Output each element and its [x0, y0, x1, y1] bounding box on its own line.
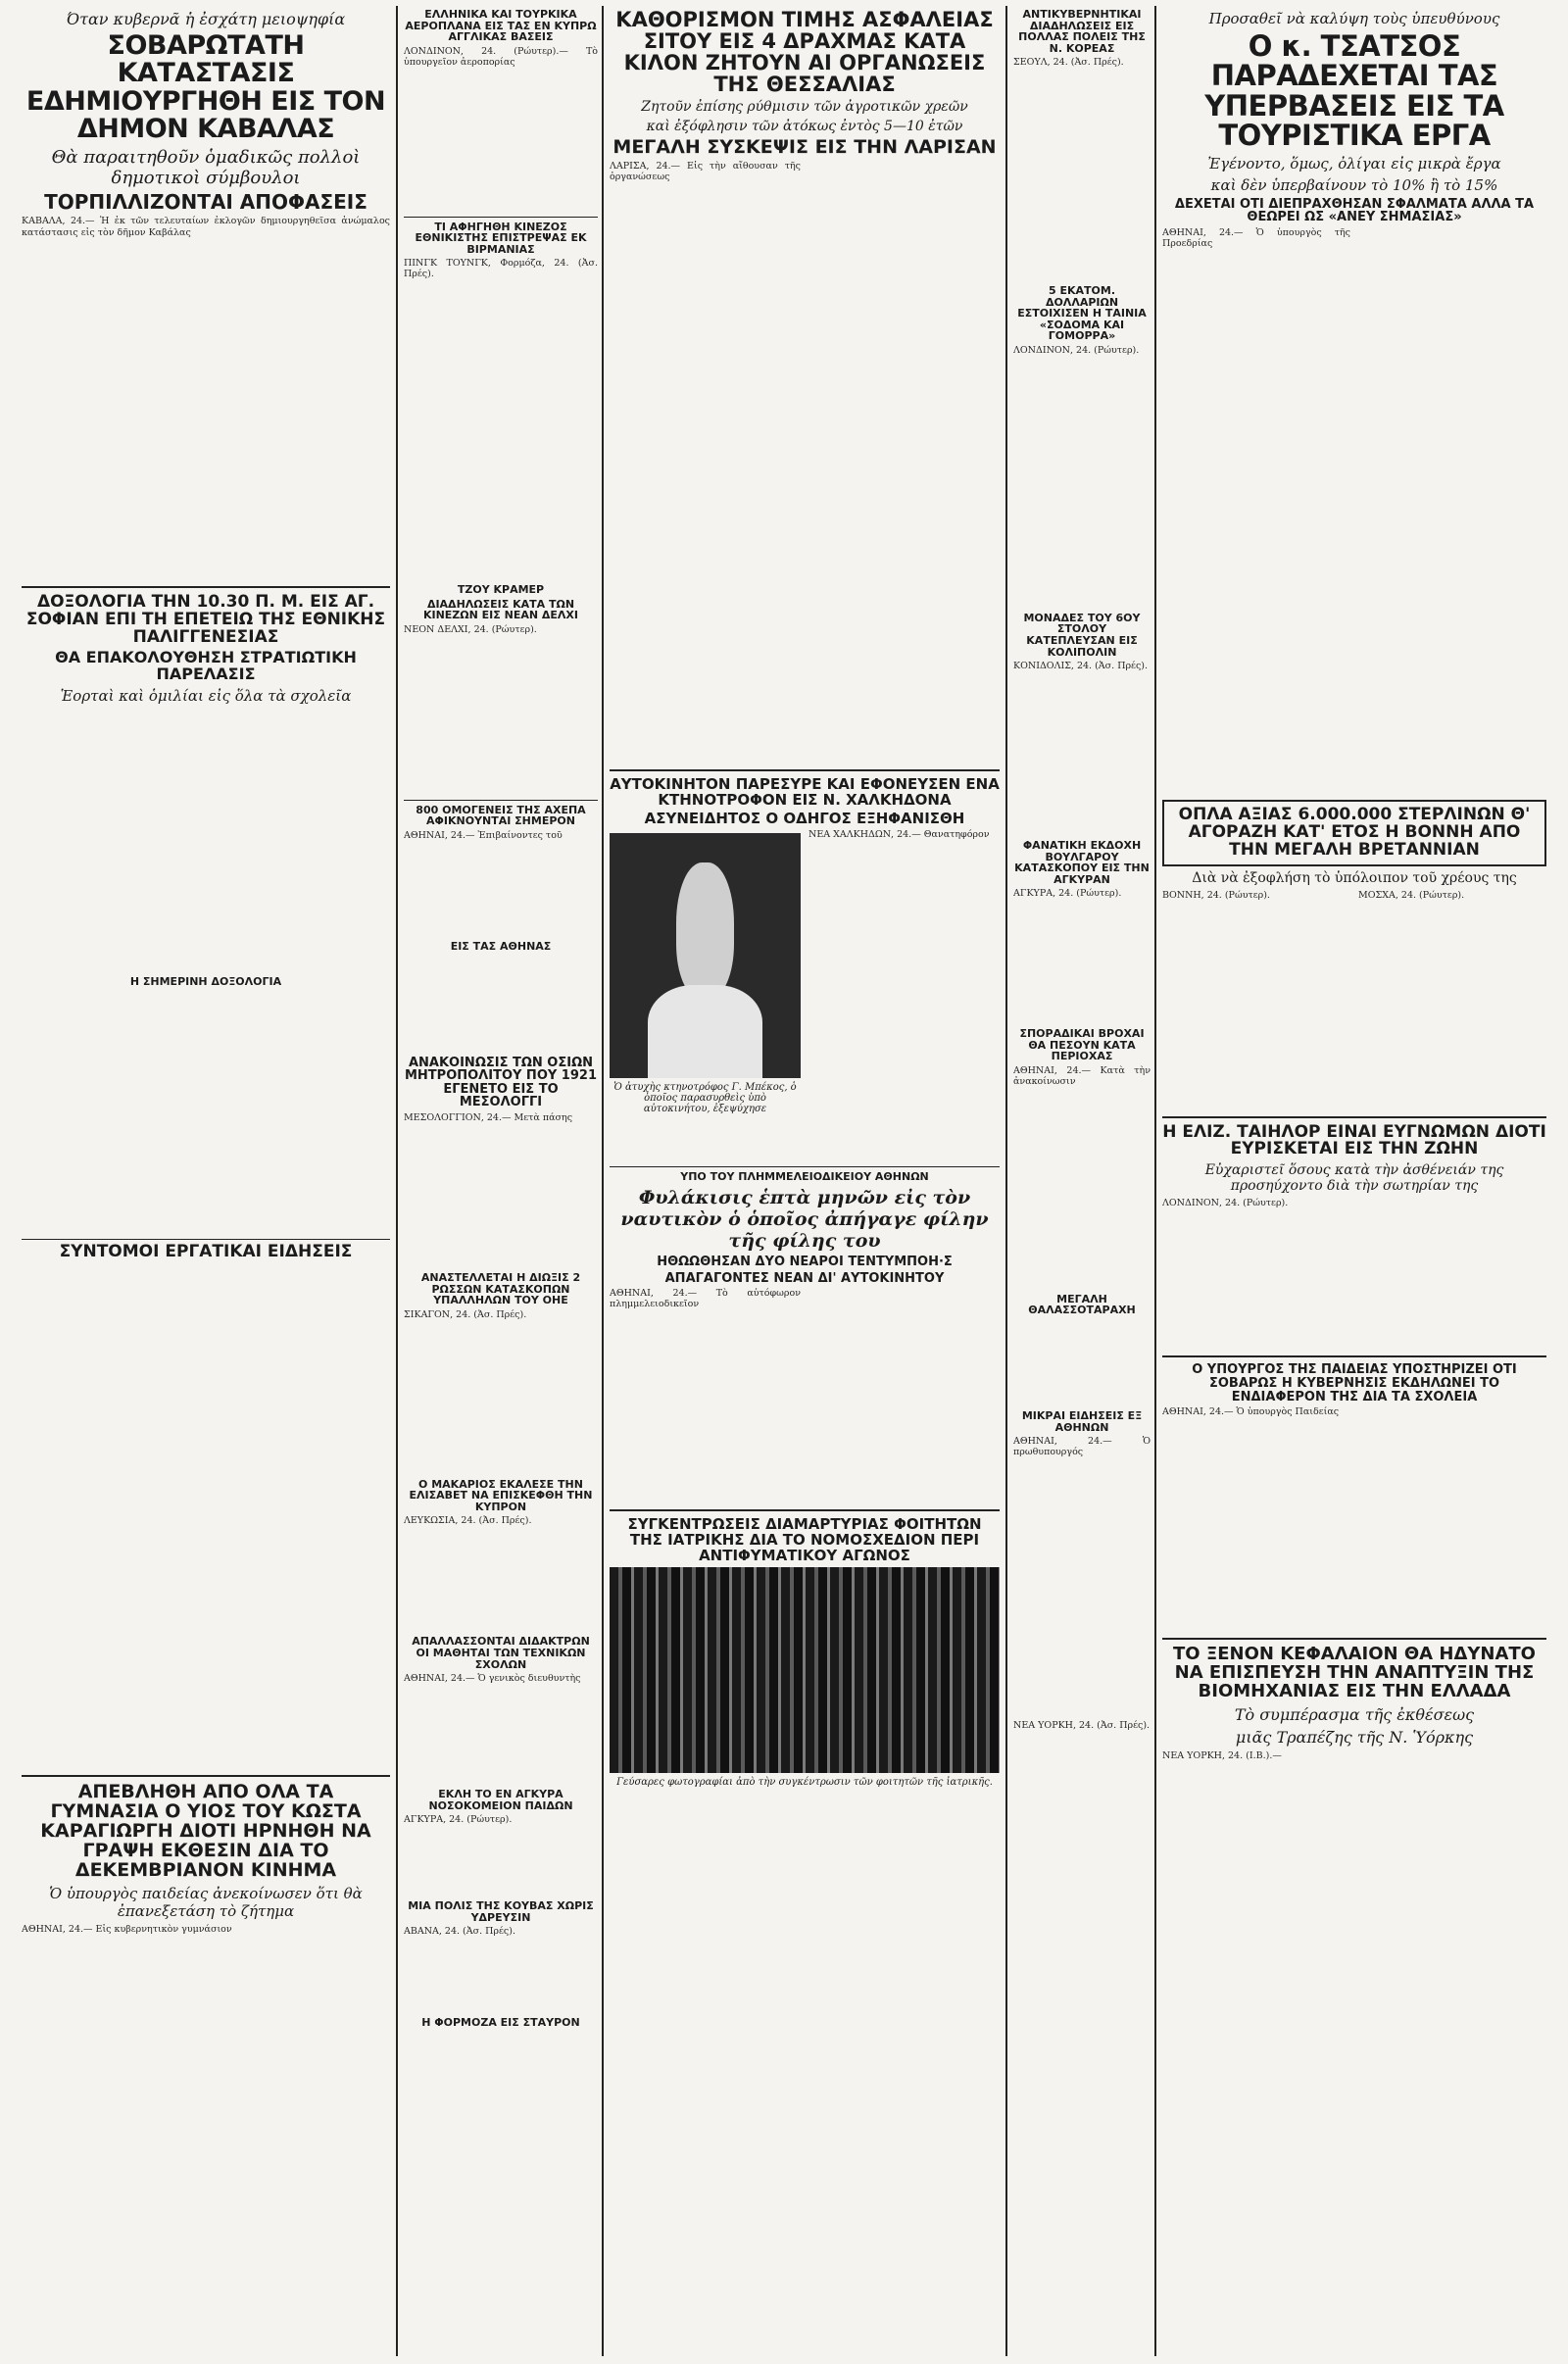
article-body	[1358, 1198, 1546, 1350]
subheadline: Ὁ ὑπουργὸς παιδείας ἀνεκοίνωσεν ὅτι θὰ ἐπανεξετάση τὸ ζήτημα	[49, 1884, 363, 1920]
headline: ΤΙ ΑΦΗΓΗΘΗ ΚΙΝΕΖΟΣ ΕΘΝΙΚΙΣΤΗΣ ΕΠΙΣΤΡΕΨΑΣ ΕΚ ΒΙΡΜΑΝΙΑΣ	[415, 220, 587, 256]
newspaper-page	[22, 6, 1546, 2356]
article-body	[1358, 1406, 1546, 1632]
photo-column	[610, 829, 801, 1162]
subheadline: ΤΟΡΠΙΛΛΙΖΟΝΤΑΙ ΑΠΟΦΑΣΕΙΣ	[44, 190, 368, 215]
article-body	[210, 709, 390, 973]
subheadline: ΗΘΩΩΘΗΣΑΝ ΔΥΟ ΝΕΑΡΟΙ ΤΕΝΤΥΜΠΟΗ·Σ	[657, 1254, 953, 1269]
divider	[22, 1239, 390, 1240]
article-columns	[610, 1792, 1000, 1909]
photo-caption: Ὁ ἀτυχὴς κτηνοτρόφος Γ. Μπέκος, ὁ ὁποῖος παρασυρθεὶς ὑπὸ αὐτοκινήτου, ἐξεψύχησε	[613, 1082, 797, 1115]
article-body: ΑΓΚΥΡΑ, 24. (Ρώυτερ).	[404, 1814, 513, 1826]
article-body: ΑΓΚΥΡΑ, 24. (Ρώυτερ).	[1013, 888, 1122, 900]
subheadline: ΑΣΥΝΕΙΔΗΤΟΣ Ο ΟΔΗΓΟΣ ΕΞΗΦΑΝΙΣΘΗ	[644, 809, 965, 827]
headline: ΑΝΤΙΚΥΒΕΡΝΗΤΙΚΑΙ ΔΙΑΔΗΛΩΣΕΙΣ ΕΙΣ ΠΟΛΛΑΣ ΠΟΛΕΙΣ ΤΗΣ Ν. ΚΟΡΕΑΣ	[1018, 8, 1146, 55]
article-body: ΝΕΑ ΥΟΡΚΗ, 24. (Ἀσ. Πρές).	[1013, 1720, 1151, 1732]
divider	[1162, 1355, 1546, 1357]
article-columns	[610, 161, 1000, 763]
subheadline: ΑΠΑΓΑΓΟΝΤΕΣ ΝΕΑΝ ΔΙ' ΑΥΤΟΚΙΝΗΤΟΥ	[664, 1270, 945, 1286]
subheadline: ΜΕΓΑΛΗ ΣΥΣΚΕΨΙΣ ΕΙΣ ΤΗΝ ΛΑΡΙΣΑΝ	[612, 136, 997, 159]
section-heading: Η ΣΗΜΕΡΙΝΗ ΔΟΞΟΛΟΓΙΑ	[129, 974, 282, 988]
article-body	[22, 1264, 202, 1769]
subheadline: ΔΕΧΕΤΑΙ ΟΤΙ ΔΙΕΠΡΑΧΘΗΣΑΝ ΣΦΑΛΜΑΤΑ ΑΛΛΑ ΤΑ ΘΕΩΡΕΙ ΩΣ «ΑΝΕΥ ΣΗΜΑΣΙΑΣ»	[1174, 196, 1535, 225]
article-body	[808, 161, 1000, 763]
headline: 800 ΟΜΟΓΕΝΕΙΣ ΤΗΣ ΑΧΕΠΑ ΑΦΙΚΝΟΥΝΤΑΙ ΣΗΜΕΡΟΝ	[416, 803, 586, 828]
portrait-face	[676, 862, 734, 998]
headline: ΚΑΘΟΡΙΣΜΟΝ ΤΙΜΗΣ ΑΣΦΑΛΕΙΑΣ ΣΙΤΟΥ ΕΙΣ 4 ΔΡΑΧΜΑΣ ΚΑΤΑ ΚΙΛΟΝ ΖΗΤΟΥΝ ΑΙ ΟΡΓΑΝΩΣΕΙΣ ΤΗΣ ΘΕΣΣΑΛΙΑΣ	[615, 8, 994, 97]
divider	[404, 217, 598, 218]
article-body: ΑΘΗΝΑΙ, 24.— Ὁ γενικὸς διευθυντὴς	[404, 1673, 581, 1685]
article-body: ΛΟΝΔΙΝΟΝ, 24. (Ρώυτερ).	[1013, 344, 1140, 356]
article-body	[808, 1288, 1000, 1503]
article-body	[404, 956, 598, 1054]
article-body: ΑΘΗΝΑΙ, 24.— Ὁ πρωθυπουργός	[1013, 1436, 1151, 1458]
kicker: Όταν κυβερνᾶ ἡ ἐσχάτη μειοψηφία	[66, 10, 346, 28]
headline: ΜΟΝΑΔΕΣ ΤΟΥ 6ΟΥ ΣΤΟΛΟΥ ΚΑΤΕΠΛΕΥΣΑΝ ΕΙΣ ΚΟΛΙΠΟΛΙΝ	[1023, 611, 1141, 659]
article-body	[210, 990, 390, 1235]
article-columns	[1162, 227, 1546, 796]
article-body	[808, 1792, 1000, 1909]
article-columns	[1162, 1750, 1546, 1976]
headline: ΔΙΑΔΗΛΩΣΕΙΣ ΚΑΤΑ ΤΩΝ ΚΙΝΕΖΩΝ ΕΙΣ ΝΕΑΝ ΔΕΛΧΙ	[422, 597, 579, 622]
portrait-photo	[610, 833, 801, 1078]
article-body: ΑΘΗΝΑΙ, 24.— Εἰς κυβερνητικὸν γυμνάσιον	[22, 1923, 232, 1935]
article-body: ΛΑΡΙΣΑ, 24.— Εἰς τὴν αἴθουσαν τῆς ὀργανώσεως	[610, 161, 801, 183]
column-rule	[1005, 6, 1007, 2356]
headline: ΕΛΛΗΝΙΚΑ ΚΑΙ ΤΟΥΡΚΙΚΑ ΑΕΡΟΠΛΑΝΑ ΕΙΣ ΤΑΣ ΕΝ ΚΥΠΡΩ ΑΓΓΛΙΚΑΣ ΒΑΣΕΙΣ	[405, 8, 597, 44]
divider	[610, 1166, 1000, 1167]
headline: Ο ΜΑΚΑΡΙΟΣ ΕΚΑΛΕΣΕ ΤΗΝ ΕΛΙΣΑΒΕΤ ΝΑ ΕΠΙΣΚΕΦΘΗ ΤΗΝ ΚΥΠΡΟΝ	[409, 1477, 593, 1513]
divider	[1162, 1116, 1546, 1118]
article-columns	[22, 990, 390, 1235]
headline: Ο κ. ΤΣΑΤΣΟΣ ΠΑΡΑΔΕΧΕΤΑΙ ΤΑΣ ΥΠΕΡΒΑΣΕΙΣ ΕΙΣ ΤΑ ΤΟΥΡΙΣΤΙΚΑ ΕΡΓΑ	[1204, 29, 1504, 153]
article-body: ΜΟΣΧΑ, 24. (Ρώυτερ).	[1358, 889, 1465, 901]
column-2	[404, 6, 598, 2356]
headline: ΑΝΑΚΟΙΝΩΣΙΣ ΤΩΝ ΟΣΙΩΝ ΜΗΤΡΟΠΟΛΙΤΟΥ ΠΟΥ 1921 ΕΓΕΝΕΤΟ ΕΙΣ ΤΟ ΜΕΣΟΛΟΓΓΙ	[404, 1055, 597, 1110]
headline: 5 ΕΚΑΤΟΜ. ΔΟΛΛΑΡΙΩΝ ΕΣΤΟΙΧΙΣΕΝ Η ΤΑΙΝΙΑ «ΣΟΔΟΜΑ ΚΑΙ ΓΟΜΟΡΡΑ»	[1017, 284, 1147, 343]
article-columns	[22, 1264, 390, 1769]
headline: ΣΟΒΑΡΩΤΑΤΗ ΚΑΤΑΣΤΑΣΙΣ ΕΔΗΜΙΟΥΡΓΗΘΗ ΕΙΣ ΤΟΝ ΔΗΜΟΝ ΚΑΒΑΛΑΣ	[25, 30, 386, 145]
article-body: ΑΘΗΝΑΙ, 24.— Ὁ ὑπουργὸς Παιδείας	[1162, 1406, 1340, 1418]
byline: ΤΖΟΥ ΚΡΑΜΕΡ	[457, 583, 545, 597]
subheadline: ΘΑ ΕΠΑΚΟΛΟΥΘΗΣΗ ΣΤΡΑΤΙΩΤΙΚΗ ΠΑΡΕΛΑΣΙΣ	[55, 647, 357, 683]
subheadline: Ἑορταὶ καὶ ὁμιλίαι εἰς ὅλα τὰ σχολεῖα	[60, 686, 352, 705]
subheadline: Τὸ συμπέρασμα τῆς ἐκθέσεως	[1234, 1704, 1475, 1724]
article-columns	[610, 829, 1000, 1162]
kicker: ΥΠΟ ΤΟΥ ΠΛΗΜΜΕΛΕΙΟΔΙΚΕΙΟΥ ΑΘΗΝΩΝ	[680, 1170, 929, 1184]
article-body	[210, 1264, 390, 1769]
subheadline: Ἐγένοντο, ὅμως, ὀλίγαι εἰς μικρὰ ἔργα	[1207, 154, 1501, 172]
column-3	[610, 6, 1000, 2356]
portrait-body	[648, 985, 762, 1078]
article-body: ΑΘΗΝΑΙ, 24.— Ἐπιβαίνοντες τοῦ	[404, 830, 563, 842]
article-body	[1013, 1319, 1151, 1407]
article-body: ΛΕΥΚΩΣΙΑ, 24. (Ἀσ. Πρές).	[404, 1515, 532, 1527]
column-rule	[396, 6, 398, 2356]
kicker: Προσαθεῖ νὰ καλύψη τοὺς ὑπευθύνους	[1208, 10, 1500, 27]
headline: Η ΕΛΙΖ. ΤΑΙΗΛΟΡ ΕΙΝΑΙ ΕΥΓΝΩΜΩΝ ΔΙΟΤΙ ΕΥΡΙΣΚΕΤΑΙ ΕΙΣ ΤΗΝ ΖΩΗΝ	[1162, 1121, 1546, 1159]
headline: ΣΠΟΡΑΔΙΚΑΙ ΒΡΟΧΑΙ ΘΑ ΠΕΣΟΥΝ ΚΑΤΑ ΠΕΡΙΟΧΑΣ	[1019, 1027, 1145, 1063]
subheadline: μιᾶς Τραπέζης τῆς Ν. Ὑόρκης	[1235, 1727, 1474, 1747]
subheadline: Ζητοῦν ἐπίσης ρύθμισιν τῶν ἀγροτικῶν χρεῶν	[641, 99, 968, 116]
divider	[404, 800, 598, 801]
article-body: ΑΒΑΝΑ, 24. (Ἀσ. Πρές).	[404, 1926, 515, 1938]
article-body	[1358, 227, 1546, 796]
article-body	[22, 709, 202, 973]
article-body: ΜΕΣΟΛΟΓΓΙΟΝ, 24.— Μετὰ πάσης	[404, 1112, 573, 1124]
article-body: ΚΑΒΑΛΑ, 24.— Ἡ ἐκ τῶν τελευταίων ἐκλογῶν δημιουργηθεῖσα ἀνώμαλος κατάστασις εἰς τὸν δῆμον Καβάλας	[22, 216, 390, 238]
divider	[22, 586, 390, 588]
subheadline: Εὐχαριστεῖ ὅσους κατὰ τὴν ἀσθένειάν της προσηύχοντο διὰ τὴν σωτηρίαν της	[1204, 1162, 1504, 1195]
subheadline: Διὰ νὰ ἐξοφλήση τὸ ὑπόλοιπον τοῦ χρέους της	[1192, 869, 1517, 886]
section-heading: ΜΕΓΑΛΗ ΘΑΛΑΣΣΟΤΑΡΑΧΗ	[1028, 1292, 1136, 1317]
divider	[1162, 1638, 1546, 1640]
crowd-photo	[610, 1567, 1000, 1773]
headline-box	[1162, 800, 1546, 866]
article-columns	[1162, 1198, 1546, 1350]
article-body: ΣΙΚΑΓΟΝ, 24. (Ἀσ. Πρές).	[404, 1308, 527, 1320]
column-rule	[602, 6, 604, 2356]
article-columns	[1162, 890, 1546, 1110]
article-body: ΠΙΝΓΚ ΤΟΥΝΓΚ, Φορμόζα, 24. (Ἀσ. Πρές).	[404, 258, 598, 280]
headline: ΕΚΛΗ ΤΟ ΕΝ ΑΓΚΥΡΑ ΝΟΣΟΚΟΜΕΙΟΝ ΠΑΙΔΩΝ	[428, 1788, 573, 1812]
column-1	[22, 6, 390, 2356]
subheadline: Θὰ παραιτηθοῦν ὁμαδικῶς πολλοὶ δημοτικοὶ σύμβουλοι	[51, 147, 361, 189]
photo-caption: Γεύσαρες φωτογραφίαι ἀπὸ τὴν συγκέντρωσιν τῶν φοιτητῶν τῆς ἰατρικῆς.	[616, 1777, 993, 1789]
article-body: ΚΟΝΙΔΟΛΙΣ, 24. (Ἀσ. Πρές).	[1013, 661, 1149, 672]
headline: ΦΑΝΑΤΙΚΗ ΕΚΔΟΧΗ ΒΟΥΛΓΑΡΟΥ ΚΑΤΑΣΚΟΠΟΥ ΕΙΣ ΤΗΝ ΑΓΚΥΡΑΝ	[1014, 839, 1150, 886]
subheadline: καὶ ἐξόφλησιν τῶν ἀτόκως ἐντὸς 5—10 ἐτῶν	[646, 119, 963, 135]
column-4	[1013, 6, 1151, 2356]
subheadline: καὶ δὲν ὑπερβαίνουν τὸ 10% ἢ τὸ 15%	[1210, 175, 1498, 194]
headline: ΜΙΚΡΑΙ ΕΙΔΗΣΕΙΣ ΕΞ ΑΘΗΝΩΝ	[1021, 1409, 1143, 1434]
article-columns	[22, 709, 390, 973]
headline: ΜΙΑ ΠΟΛΙΣ ΤΗΣ ΚΟΥΒΑΣ ΧΩΡΙΣ ΥΔΡΕΥΣΙΝ	[408, 1899, 594, 1924]
column-rule	[1154, 6, 1156, 2356]
divider	[610, 769, 1000, 771]
article-body	[1358, 1750, 1546, 1976]
headline: ΟΠΛΑ ΑΞΙΑΣ 6.000.000 ΣΤΕΡΛΙΝΩΝ Θ' ΑΓΟΡΑΖΗ ΚΑΤ' ΕΤΟΣ Η ΒΟΝΝΗ ΑΠΟ ΤΗΝ ΜΕΓΑΛΗ ΒΡΕΤΑΝΝΙΑΝ	[1178, 805, 1531, 860]
article-body: ΝΕΑ ΥΟΡΚΗ, 24. (Ι.Β.).—	[1162, 1749, 1282, 1761]
article-body: ΝΕΑ ΧΑΛΚΗΔΩΝ, 24.— Θανατηφόρον	[808, 829, 990, 841]
article-body: ΑΘΗΝΑΙ, 24.— Κατὰ τὴν ἀνακοίνωσιν	[1013, 1064, 1151, 1088]
article-body	[22, 990, 202, 1235]
headline: ΑΠΕΒΛΗΘΗ ΑΠΟ ΟΛΑ ΤΑ ΓΥΜΝΑΣΙΑ Ο ΥΙΟΣ ΤΟΥ ΚΩΣΤΑ ΚΑΡΑΓΙΩΡΓΗ ΔΙΟΤΙ ΗΡΝΗΘΗ ΝΑ ΓΡΑΨΗ ΕΚΘΕΣΙΝ ΔΙΑ ΤΟ ΔΕΚΕΜΒΡΙΑΝΟΝ ΚΙΝΗΜΑ	[40, 1780, 371, 1881]
article-body: ΑΘΗΝΑΙ, 24.— Ὁ ὑπουργὸς τῆς Προεδρίας	[1162, 227, 1350, 250]
article-body	[610, 1792, 801, 1909]
headline: ΑΝΑΣΤΕΛΛΕΤΑΙ Η ΔΙΩΞΙΣ 2 ΡΩΣΣΩΝ ΚΑΤΑΣΚΟΠΩΝ ΥΠΑΛΛΗΛΩΝ ΤΟΥ ΟΗΕ	[420, 1271, 581, 1307]
headline: Ο ΥΠΟΥΡΓΟΣ ΤΗΣ ΠΑΙΔΕΙΑΣ ΥΠΟΣΤΗΡΙΖΕΙ ΟΤΙ ΣΟΒΑΡΩΣ Η ΚΥΒΕΡΝΗΣΙΣ ΕΚΔΗΛΩΝΕΙ ΤΟ ΕΝΔΙΑΦΕΡΟΝ ΤΗΣ ΔΙΑ ΤΑ ΣΧΟΛΕΙΑ	[1192, 1362, 1517, 1404]
headline: ΔΟΞΟΛΟΓΙΑ ΤΗΝ 10.30 Π. Μ. ΕΙΣ ΑΓ. ΣΟΦΙΑΝ ΕΠΙ ΤΗ ΕΠΕΤΕΙΩ ΤΗΣ ΕΘΝΙΚΗΣ ΠΑΛΙΓΓΕΝΕΣΙΑΣ	[25, 592, 386, 648]
article-body: ΒΟΝΝΗ, 24. (Ρώυτερ).	[1162, 889, 1270, 901]
article-body: ΑΘΗΝΑΙ, 24.— Τὸ αὐτόφωρον πλημμελειοδικεῖον	[610, 1288, 801, 1310]
article-body: ΣΕΟΥΛ, 24. (Ἀσ. Πρές).	[1013, 57, 1124, 69]
section-heading: ΕΙΣ ΤΑΣ ΑΘΗΝΑΣ	[450, 940, 552, 954]
article-columns	[610, 1288, 1000, 1503]
headline: ΑΥΤΟΚΙΝΗΤΟΝ ΠΑΡΕΣΥΡΕ ΚΑΙ ΕΦΟΝΕΥΣΕΝ ΕΝΑ ΚΤΗΝΟΤΡΟΦΟΝ ΕΙΣ Ν. ΧΑΛΚΗΔΟΝΑ	[610, 775, 1000, 809]
column-5	[1162, 6, 1546, 2356]
headline: ΑΠΑΛΛΑΣΣΟΝΤΑΙ ΔΙΔΑΚΤΡΩΝ ΟΙ ΜΑΘΗΤΑΙ ΤΩΝ ΤΕΧΝΙΚΩΝ ΣΧΟΛΩΝ	[412, 1635, 590, 1671]
headline: Φυλάκισις ἑπτὰ μηνῶν εἰς τὸν ναυτικὸν ὁ ὁποῖος ἀπήγαγε φίλην τῆς φίλης του	[620, 1186, 989, 1252]
headline: ΣΥΝΤΟΜΟΙ ΕΡΓΑΤΙΚΑΙ ΕΙΔΗΣΕΙΣ	[59, 1242, 353, 1262]
headline: ΤΟ ΞΕΝΟΝ ΚΕΦΑΛΑΙΟΝ ΘΑ ΗΔΥΝΑΤΟ ΝΑ ΕΠΙΣΠΕΥΣΗ ΤΗΝ ΑΝΑΠΤΥΞΙΝ ΤΗΣ ΒΙΟΜΗΧΑΝΙΑΣ ΕΙΣ ΤΗΝ ΕΛΛΑΔΑ	[1173, 1644, 1536, 1701]
article-body: ΛΟΝΔΙΝΟΝ, 24. (Ρώυτερ).— Τὸ ὑπουργεῖον ἀεροπορίας	[404, 45, 598, 68]
divider	[22, 1775, 390, 1777]
article-body: ΝΕΟΝ ΔΕΛΧΙ, 24. (Ρώυτερ).	[404, 623, 537, 635]
divider	[610, 1509, 1000, 1511]
article-body: ΛΟΝΔΙΝΟΝ, 24. (Ρώυτερ).	[1162, 1198, 1289, 1209]
headline: ΣΥΓΚΕΝΤΡΩΣΕΙΣ ΔΙΑΜΑΡΤΥΡΙΑΣ ΦΟΙΤΗΤΩΝ ΤΗΣ ΙΑΤΡΙΚΗΣ ΔΙΑ ΤΟ ΝΟΜΟΣΧΕΔΙΟΝ ΠΕΡΙ ΑΝΤΙΦΥΜΑΤΙΚΟΥ ΑΓΩΝΟΣ	[627, 1515, 982, 1564]
article-columns	[1162, 1406, 1546, 1632]
headline: Η ΦΟΡΜΟΖΑ ΕΙΣ ΣΤΑΥΡΟΝ	[421, 2016, 580, 2030]
